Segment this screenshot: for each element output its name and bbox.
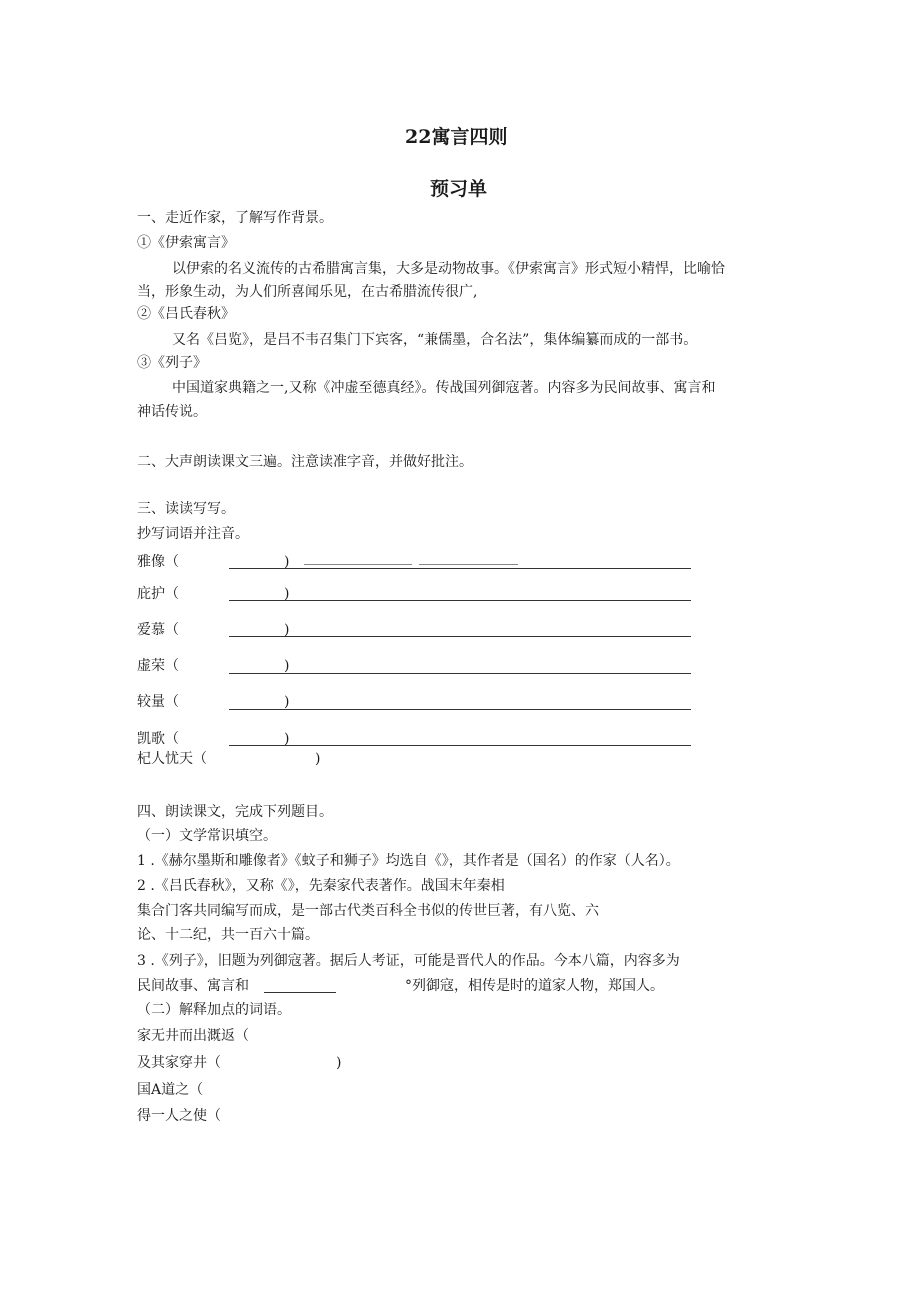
item3-title: ③《列子》 [137, 355, 207, 371]
word-row-close-paren: ) [284, 731, 290, 747]
page-title: 22寓言四则 [405, 126, 508, 148]
question-2-line2: 集合门客共同编写而成，是一部古代类百科全书似的传世巨著，有八览、六 [137, 903, 599, 919]
question-3-line2a: 民间故事、寓言和 [137, 978, 249, 994]
word-row-label: 凯歌（ [137, 731, 179, 747]
section1-heading: 一、走近作家，了解写作背景。 [137, 210, 333, 226]
section2-heading: 二、大声朗读课文三遍。注意读准字音，并做好批注。 [137, 454, 473, 470]
answer-line[interactable] [229, 600, 691, 601]
word-row-close-paren: ) [284, 554, 290, 570]
pinyin-line[interactable] [419, 564, 518, 565]
question-1: 1 .《赫尔墨斯和雕像者》《蚊子和狮子》均选自《》，其作者是（国名）的作家（人名）。 [137, 853, 680, 869]
item3-text-line2: 神话传说。 [137, 404, 207, 420]
explain-item: 国A道之（ [137, 1082, 204, 1098]
answer-line[interactable] [229, 636, 691, 637]
question-3-line2b: °列御寇，相传是时的道家人物，郑国人。 [405, 978, 664, 994]
explain-item: 及其家穿井（ [137, 1055, 221, 1071]
answer-line[interactable] [229, 568, 691, 569]
question-3-line1: 3 .《列子》，旧题为列御寇著。据后人考证，可能是晋代人的作品。今本八篇，内容多为 [137, 953, 680, 969]
question-2-line3: 论、十二纪，共一百六十篇。 [137, 927, 319, 943]
word-row-close-paren: ) [284, 622, 290, 638]
word-row-close-paren: ) [284, 586, 290, 602]
part1-heading: （一）文学常识填空。 [137, 828, 277, 844]
answer-line[interactable] [229, 745, 691, 746]
word-row-label: 庇护（ [137, 586, 179, 602]
explain-item: 得一人之使（ [137, 1108, 221, 1124]
answer-line[interactable] [229, 709, 691, 710]
word-row-label: 雅像（ [137, 554, 179, 570]
explain-close-paren: ) [336, 1055, 342, 1071]
item1-text-line2: 当，形象生动，为人们所喜闻乐见，在古希腊流传很广, [137, 284, 478, 300]
word-row-label: 爱慕（ [137, 622, 179, 638]
section3-instruction: 抄写词语并注音。 [137, 526, 249, 542]
item2-text-line1: 又名《吕览》，是吕不韦召集门下宾客，“兼儒墨，合名法”，集体编纂而成的一部书。 [172, 332, 698, 348]
item1-title: ①《伊索寓言》 [137, 235, 235, 251]
item2-title: ②《吕氏春秋》 [137, 306, 235, 322]
explain-item: 家无井而出溉返（ [137, 1028, 249, 1044]
word-row-close-paren: ) [284, 694, 290, 710]
item3-text-line1: 中国道家典籍之一,又称《冲虚至德真经》。传战国列御寇著。内容多为民间故事、寓言和 [172, 380, 716, 396]
word-row-label: 虚荣（ [137, 658, 179, 674]
item1-text-line1: 以伊索的名义流传的古希腊寓言集，大多是动物故事。《伊索寓言》形式短小精悍，比喻恰 [172, 261, 725, 277]
word-row-label: 杞人忧天（ [137, 751, 207, 767]
part2-heading: （二）解释加点的词语。 [137, 1002, 291, 1018]
blank-line[interactable] [264, 992, 336, 993]
section4-heading: 四、朗读课文，完成下列题目。 [137, 804, 333, 820]
word-row-close-paren: ) [315, 751, 321, 767]
page-subtitle: 预习单 [430, 178, 488, 200]
pinyin-line[interactable] [304, 564, 412, 565]
word-row-close-paren: ) [284, 658, 290, 674]
word-row-label: 较量（ [137, 694, 179, 710]
question-2-line1: 2 .《吕氏春秋》，又称《》，先秦家代表著作。战国末年秦相 [137, 878, 505, 894]
section3-heading: 三、读读写写。 [137, 501, 235, 517]
answer-line[interactable] [229, 673, 691, 674]
